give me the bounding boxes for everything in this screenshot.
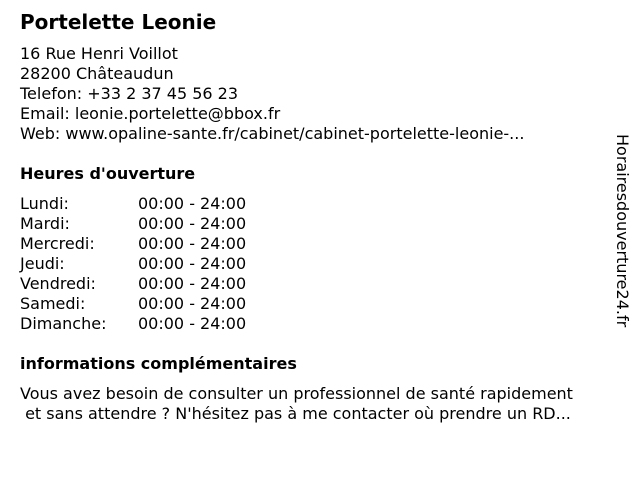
- hours-row-thursday: [20, 254, 280, 274]
- opening-hours-table: [20, 194, 280, 334]
- hours-row-saturday: [20, 294, 280, 314]
- hours-row-friday: [20, 274, 280, 294]
- hours-row-tuesday: [20, 214, 280, 234]
- email-line: Email: leonie.portelette@bbox.fr: [20, 104, 281, 123]
- day-label: Mercredi:: [20, 234, 95, 253]
- info-line-1: Vous avez besoin de consulter un professionnel de santé rapidement: [20, 384, 573, 403]
- business-name: Portelette Leonie: [20, 10, 217, 34]
- time-range: 00:00 - 24:00: [138, 254, 247, 273]
- day-label: Dimanche:: [20, 314, 107, 333]
- time-range: 00:00 - 24:00: [138, 234, 247, 253]
- hours-row-wednesday: [20, 234, 280, 254]
- day-label: Vendredi:: [20, 274, 96, 293]
- time-range: 00:00 - 24:00: [138, 294, 247, 313]
- address-city: 28200 Châteaudun: [20, 64, 174, 83]
- opening-hours-heading: Heures d'ouverture: [20, 164, 196, 183]
- additional-info-heading: informations complémentaires: [20, 354, 297, 373]
- phone-line: Telefon: +33 2 37 45 56 23: [20, 84, 239, 103]
- time-range: 00:00 - 24:00: [138, 194, 247, 213]
- web-line: Web: www.opaline-sante.fr/cabinet/cabinet-portelette-leonie-...: [20, 124, 525, 143]
- hours-row-sunday: [20, 314, 280, 334]
- address-street: 16 Rue Henri Voillot: [20, 44, 178, 63]
- day-label: Mardi:: [20, 214, 70, 233]
- time-range: 00:00 - 24:00: [138, 214, 247, 233]
- day-label: Samedi:: [20, 294, 86, 313]
- contact-block: [20, 44, 524, 144]
- hours-row-monday: [20, 194, 280, 214]
- time-range: 00:00 - 24:00: [138, 274, 247, 293]
- day-label: Jeudi:: [20, 254, 65, 273]
- info-line-2: et sans attendre ? N'hésitez pas à me contacter où prendre un RD...: [20, 404, 571, 423]
- time-range: 00:00 - 24:00: [138, 314, 247, 333]
- day-label: Lundi:: [20, 194, 69, 213]
- site-brand-vertical: Horairesdouverture24.fr: [613, 134, 632, 328]
- additional-info-text: [20, 384, 573, 424]
